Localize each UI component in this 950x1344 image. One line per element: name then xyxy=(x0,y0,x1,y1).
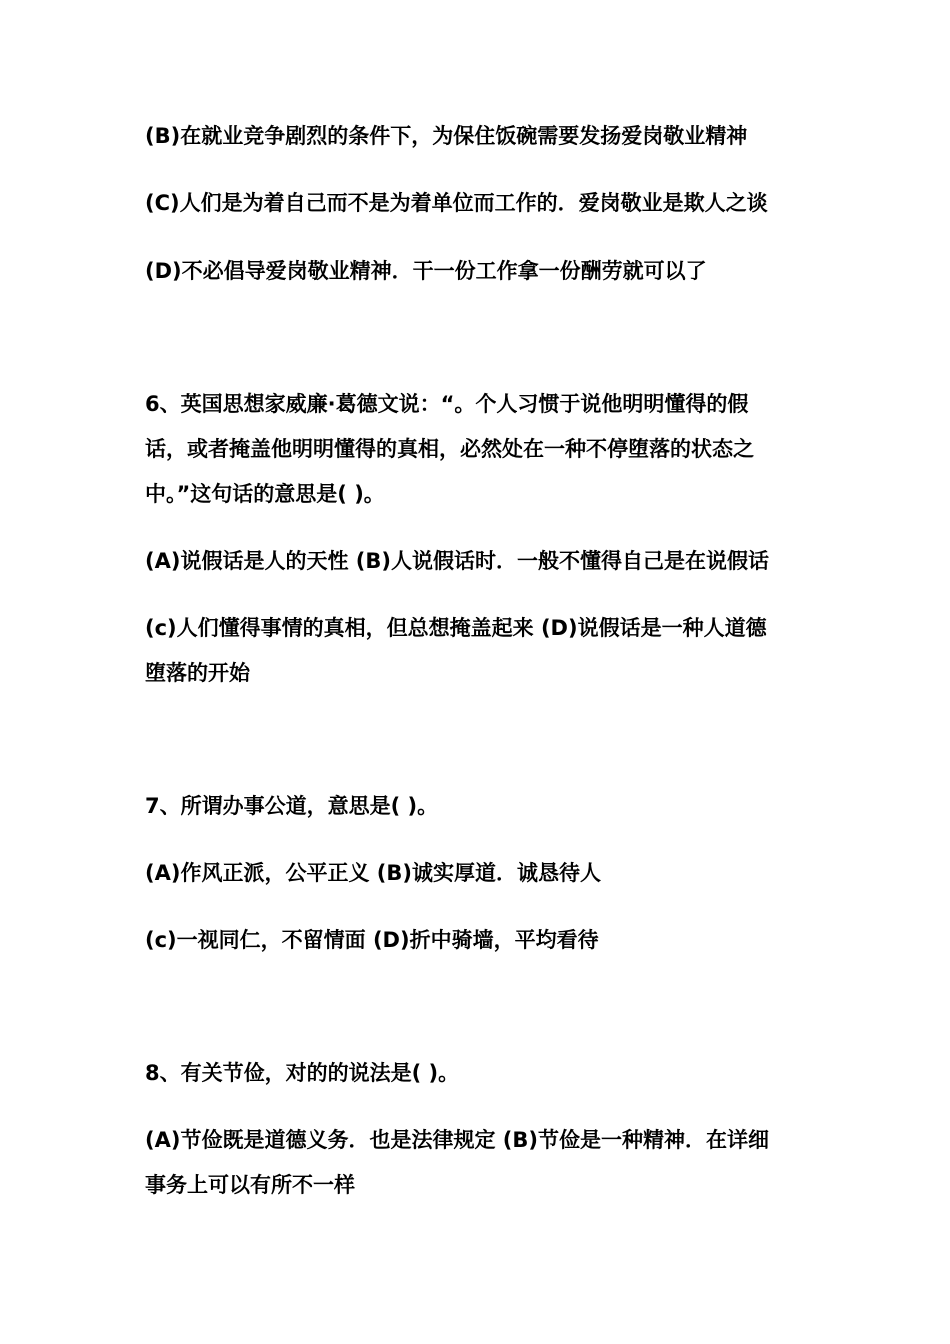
q7-options-line-2: (c)一视同仁，不留情面 (D)折中骑墙，平均看待 xyxy=(145,928,599,952)
q6-options-line-2: (c)人们懂得事情的真相，但总想掩盖起来 (D)说假话是一种人道德 xyxy=(145,616,767,640)
q6-options-line-3: 堕落的开始 xyxy=(145,661,250,685)
q5-option-b: (B)在就业竞争剧烈的条件下，为保住饭碗需要发扬爱岗敬业精神 xyxy=(145,124,748,148)
q6-stem-line-2: 话，或者掩盖他明明懂得的真相，必然处在一种不停堕落的状态之 xyxy=(145,437,754,461)
q8-options-line-2: 事务上可以有所不一样 xyxy=(145,1173,355,1197)
q8-options-line-1: (A)节俭既是道德义务．也是法律规定 (B)节俭是一种精神．在详细 xyxy=(145,1128,769,1152)
q7-stem: 7、所谓办事公道，意思是( )。 xyxy=(145,794,439,818)
q5-option-d: (D)不必倡导爱岗敬业精神．干一份工作拿一份酬劳就可以了 xyxy=(145,259,707,283)
q5-option-c: (C)人们是为着自己而不是为着单位而工作的．爱岗敬业是欺人之谈 xyxy=(145,191,768,215)
q6-stem-line-3: 中。”这句话的意思是( )。 xyxy=(145,482,385,506)
q6-stem-line-1: 6、英国思想家威廉·葛德文说：“。个人习惯于说他明明懂得的假 xyxy=(145,392,749,416)
q8-stem: 8、有关节俭，对的的说法是( )。 xyxy=(145,1061,460,1085)
q7-options-line-1: (A)作风正派，公平正义 (B)诚实厚道．诚恳待人 xyxy=(145,861,601,885)
q6-options-line-1: (A)说假话是人的天性 (B)人说假话时．一般不懂得自己是在说假话 xyxy=(145,549,769,573)
